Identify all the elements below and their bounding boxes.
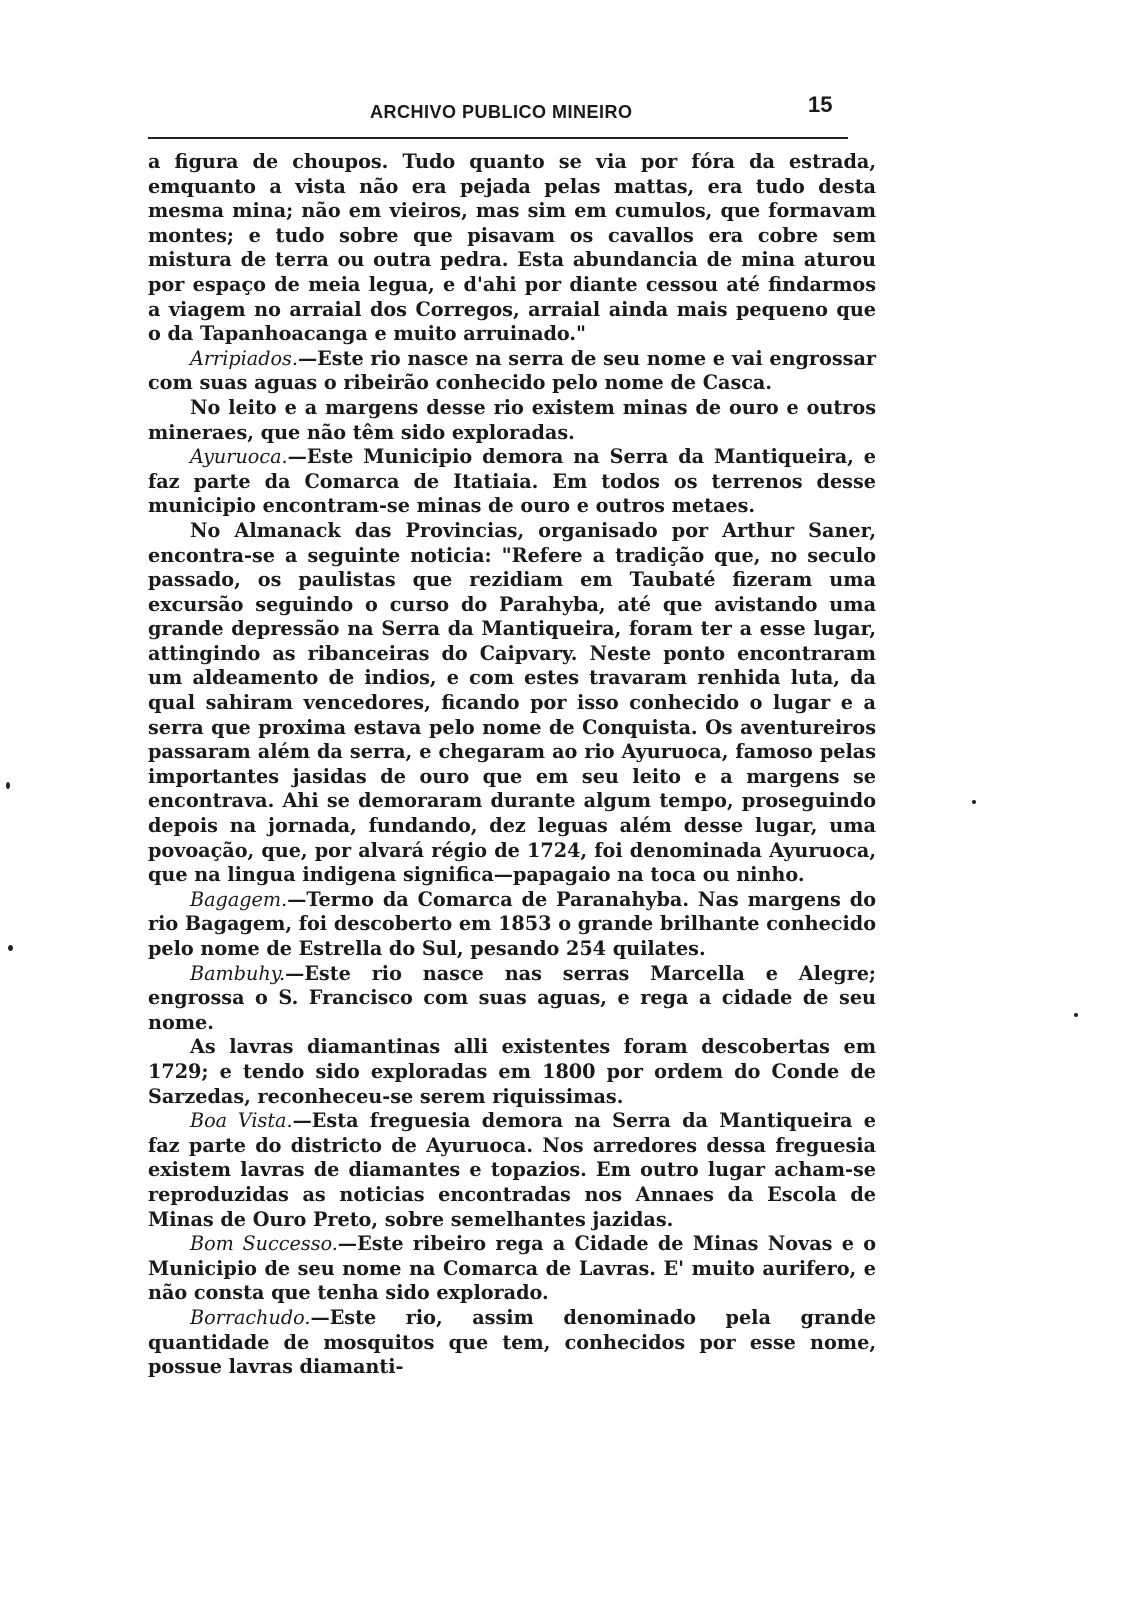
entry-heading: Arripiados. <box>190 346 298 370</box>
paragraph-text: —Esta freguesia demora na Serra da Mantiqueira e faz parte do districto de Ayuruoca. Nos arredores dessa freguesia existem lavras de diamantes e topazios. Em outro lugar acham-se reproduzidas as noticias encontradas nos Annaes da Escola de Minas de Ouro Preto, sobre semelhantes jazidas. <box>148 1109 876 1231</box>
paragraph-text: No Almanack das Provincias, organisado por Arthur Saner, encontra-se a seguinte noticia: "Refere a tradição que, no seculo passado, os paulistas que rezidiam em Taubaté fizeram uma excursão seguindo o curso do Parahyba, até que avistando uma grande depressão na Serra da Mantiqueira, foram ter a esse lugar, attingindo as ribanceiras do Caipvary. Neste ponto encontraram um aldeamento de indios, e com estes travaram renhida luta, da qual sahiram vencedores, ficando por isso conhecido o lugar e a serra que proxima estava pelo nome de Conquista. Os aventureiros passaram além da serra, e chegaram ao rio Ayuruoca, famoso pelas importantes jasidas de ouro que em seu leito e a margens se encontrava. Ahi se demoraram durante algum tempo, proseguindo depois na jornada, fundando, dez leguas além desse lugar, uma povoação, que, por alvará régio de 1724, foi denominada Ayuruoca, que na lingua indigena significa—papagaio na toca ou ninho. <box>148 518 876 887</box>
body-text <box>148 150 876 1380</box>
entry-heading: Boa Vista. <box>190 1109 293 1133</box>
paragraph <box>148 1232 876 1306</box>
paragraph <box>148 347 876 396</box>
paragraph-text: —Este Municipio demora na Serra da Mantiqueira, e faz parte da Comarca de Itatiaia. Em todos os terrenos desse municipio encontram-se minas de ouro e outros metaes. <box>148 445 876 518</box>
running-title: ARCHIVO PUBLICO MINEIRO <box>370 102 633 122</box>
paragraph-text: —Este rio nasce na serra de seu nome e vai engrossar com suas aguas o ribeirão conhecido pelo nome de Casca. <box>148 346 876 395</box>
paragraph <box>148 1035 876 1109</box>
scan-speck <box>8 945 13 951</box>
paragraph-text: As lavras diamantinas alli existentes foram descobertas em 1729; e tendo sido exploradas em 1800 por ordem do Conde de Sarzedas, reconheceu-se serem riquissimas. <box>148 1035 876 1108</box>
paragraph <box>148 150 876 347</box>
paragraph-text: —Este rio, assim denominado pela grande quantidade de mosquitos que tem, conhecidos por esse nome, possue lavras diamanti- <box>148 1305 876 1379</box>
paragraph <box>148 1306 876 1380</box>
entry-heading: Ayuruoca. <box>190 445 288 469</box>
scan-speck <box>972 800 976 804</box>
paragraph-text: —Este rio nasce nas serras Marcella e Alegre; engrossa o S. Francisco com suas aguas, e rega a cidade de seu nome. <box>148 961 876 1034</box>
paragraph <box>148 1109 876 1232</box>
entry-heading: Borrachudo. <box>190 1305 311 1329</box>
paragraph <box>148 519 876 888</box>
paragraph-text: a figura de choupos. Tudo quanto se via por fóra da estrada, emquanto a vista não era pejada pelas mattas, era tudo desta mesma mina; não em vieiros, mas sim em cumulos, que formavam montes; e tudo sobre que pisavam os cavallos era cobre sem mistura de terra ou outra pedra. Esta abundancia de mina aturou por espaço de meia legua, e d'ahi por diante cessou até findarmos a viagem no arraial dos Corregos, arraial ainda mais pequeno que o da Tapanhoacanga e muito arruinado." <box>148 150 876 346</box>
page-header <box>148 92 848 132</box>
paragraph <box>148 396 876 445</box>
paragraph-text: —Este ribeiro rega a Cidade de Minas Novas e o Municipio de seu nome na Comarca de Lavras. E' muito aurifero, e não consta que tenha sido explorado. <box>148 1232 876 1305</box>
paragraph <box>148 962 876 1036</box>
entry-heading: Bambuhy. <box>190 961 286 985</box>
paragraph-text: —Termo da Comarca de Paranahyba. Nas margens do rio Bagagem, foi descoberto em 1853 o grande brilhante conhecido pelo nome de Estrella do Sul, pesando 254 quilates. <box>148 887 876 960</box>
header-rule <box>148 134 848 139</box>
scan-speck <box>1074 1013 1078 1017</box>
entry-heading: Bom Successo. <box>190 1232 338 1256</box>
scan-speck <box>6 782 10 789</box>
paragraph <box>148 445 876 519</box>
paragraph-text: No leito e a margens desse rio existem minas de ouro e outros mineraes, que não têm sido exploradas. <box>148 395 876 444</box>
entry-heading: Bagagem. <box>190 887 288 911</box>
page-number: 15 <box>808 92 833 117</box>
paragraph <box>148 888 876 962</box>
